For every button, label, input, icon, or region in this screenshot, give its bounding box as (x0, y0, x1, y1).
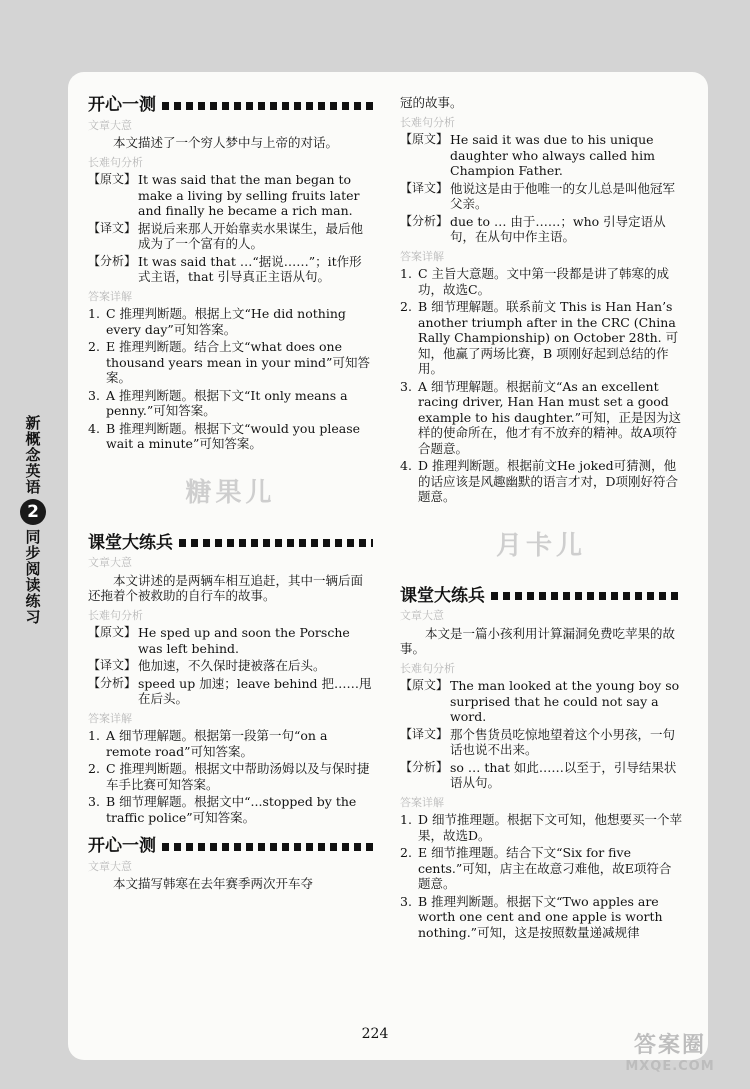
answer-item: 1. C 主旨大意题。文中第一段都是讲了韩寒的成功，故选C。 (400, 266, 670, 297)
answer-item: 3. B 推理判断题。根据下文“Two apples are worth one cent and one apple is worth nothing.”可知，这是按照数量递减规律 (400, 893, 663, 940)
translation-row: 【译文】 那个售货员吃惊地望着这个小男孩，一句话也说不出来。 (400, 726, 676, 757)
analysis-label: 长难句分析 (88, 155, 143, 169)
section-heading: 开心一测 (88, 98, 373, 114)
answer-item: 3. A 细节理解题。根据前文“As an excellent racing driver, Han Han must set a good example to his daughter.”可知，正是因为这样的使命所在，他才有不放弃的精神。故A项符合题意。 (400, 378, 682, 456)
analysis-row: 【分析】 speed up 加速；leave behind 把……甩在后头。 (88, 675, 372, 706)
spine-subtitle: 同步阅读练习 (23, 529, 42, 625)
analysis-label: 长难句分析 (400, 661, 455, 675)
translation-row: 【译文】 他说这是由于他唯一的女儿总是叫他冠军父亲。 (400, 180, 676, 211)
answer-item: 2. E 细节推理题。结合下文“Six for five cents.”可知，店主在故意刁难他，故E项符合题意。 (400, 845, 672, 891)
answers-label: 答案详解 (88, 289, 132, 303)
answer-item: 1. C 推理判断题。根据上文“He did nothing every day”可知答案。 (88, 306, 346, 337)
analysis-row: 【分析】 It was said that …“据说……”；it作形式主语，that 引导真正主语从句。 (88, 253, 362, 284)
summary-label: 文章大意 (88, 556, 132, 569)
summary-label: 文章大意 (400, 609, 444, 622)
page-number: 224 (361, 1026, 389, 1042)
watermark-logo: 答案圈 MXQE.COM (625, 1033, 715, 1074)
answer-item: 1. D 细节推理题。根据下文可知，他想要买一个苹果，故选D。 (400, 812, 682, 843)
translation-row: 【译文】 他加速，不久保时捷被落在后头。 (88, 658, 326, 673)
answer-item: 3. A 推理判断题。根据下文“It only means a penny.”可知答案。 (88, 387, 348, 418)
section-heading: 课堂大练兵 (88, 536, 373, 552)
decorative-stamp: 糖果儿 (185, 477, 276, 508)
summary-label: 文章大意 (88, 859, 132, 873)
section-heading: 开心一测 (88, 839, 373, 855)
answer-item: 1. A 细节理解题。根据第一段第一句“on a remote road”可知答案。 (88, 728, 328, 759)
analysis-label: 长难句分析 (400, 115, 455, 129)
summary-text: 本文讲述的是两辆车相互追赶，其中一辆后面还拖着个被救助的自行车的故事。 (88, 572, 364, 603)
right-column (400, 95, 682, 942)
analysis-label: 长难句分析 (88, 608, 143, 622)
section-heading: 课堂大练兵 (400, 589, 682, 605)
original-row: 【原文】 The man looked at the young boy so surprised that he could not say a word. (400, 678, 680, 724)
answers-label: 答案详解 (400, 795, 444, 809)
answer-item: 2. E 推理判断题。结合上文“what does one thousand years mean in your mind”可知答案。 (88, 339, 370, 385)
spine-title: 新概念英语 (23, 415, 42, 495)
analysis-row: 【分析】 due to … 由于……；who 引导定语从句，在从句中作主语。 (400, 213, 666, 244)
original-row: 【原文】 It was said that the man began to make a living by selling fruits later and finally he became a rich man. (88, 172, 360, 218)
analysis-row: 【分析】 so … that 如此……以至于，引导结果状语从句。 (400, 759, 677, 790)
translation-row: 【译文】 据说后来那人开始靠卖水果谋生，最后他成为了一个富有的人。 (88, 220, 364, 251)
answer-item: 4. B 推理判断题。根据下文“would you please wait a minute”可知答案。 (88, 420, 361, 451)
summary-text: 本文是一篇小孩利用计算漏洞免费吃苹果的故事。 (400, 625, 676, 656)
book-spine-label (8, 415, 58, 640)
summary-text: 本文描写韩寒在去年赛季两次开车夺 (113, 876, 314, 891)
decorative-stamp: 月卡儿 (495, 530, 586, 561)
spine-volume-badge: 2 (20, 499, 46, 525)
answers-label: 答案详解 (88, 711, 132, 725)
answer-item: 3. B 细节理解题。根据文中“...stopped by the traffic police”可知答案。 (88, 794, 357, 825)
summary-label: 文章大意 (88, 118, 132, 132)
answer-item: 2. C 推理判断题。根据文中帮助汤姆以及与保时捷车手比赛可知答案。 (88, 761, 370, 792)
continued-text: 冠的故事。 (400, 95, 463, 110)
left-column (88, 92, 373, 894)
summary-text: 本文描述了一个穷人梦中与上帝的对话。 (113, 135, 339, 150)
original-row: 【原文】 He said it was due to his unique daughter who always called him Champion Father. (400, 132, 655, 178)
original-row: 【原文】 He sped up and soon the Porsche was left behind. (88, 625, 350, 656)
answer-item: 4. D 推理判断题。根据前文He joked可猜测，他的话应该是风趣幽默的语言才对，D项刚好符合题意。 (400, 458, 679, 504)
answer-item: 2. B 细节理解题。联系前文 This is Han Han’s another triumph after in the CRC (China Rally Championship) on October 28th. 可知，他赢了两场比赛，B 项刚好起到总结的作用。 (400, 299, 679, 376)
answers-label: 答案详解 (400, 249, 444, 263)
